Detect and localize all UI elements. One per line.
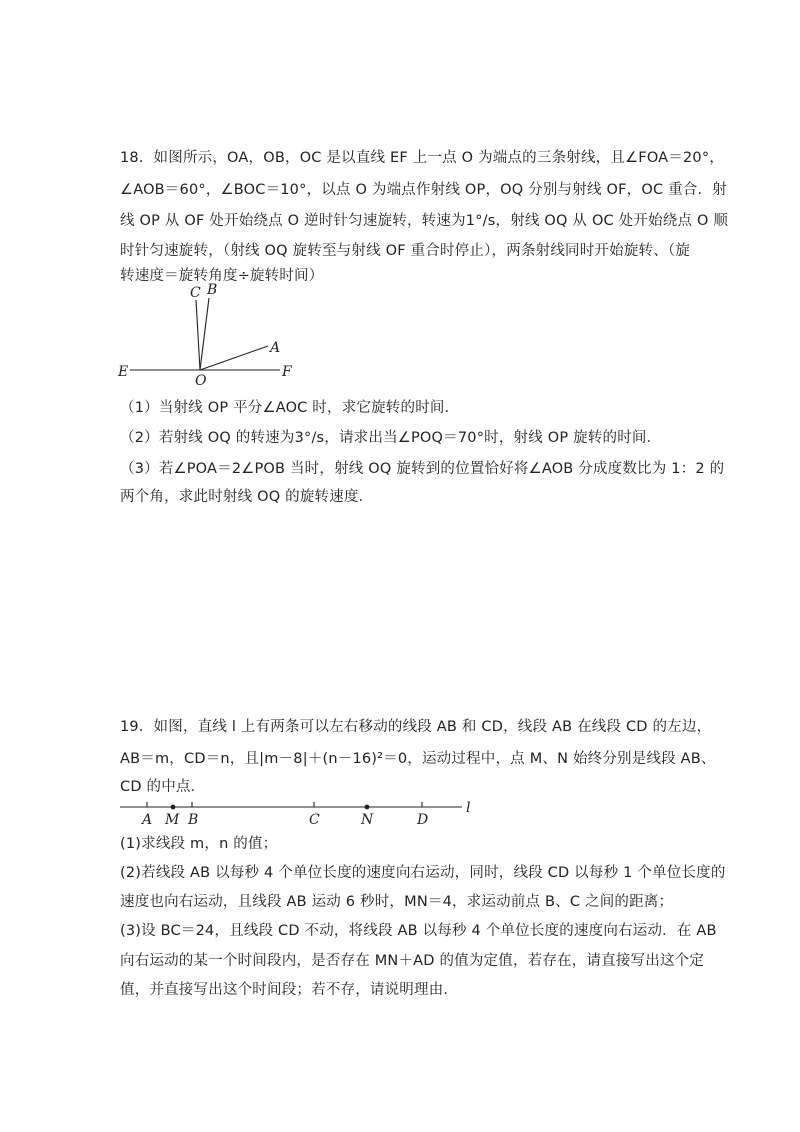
q19-part-3: 速度也向右运动，且线段 AB 运动 6 秒时，MN＝4，求运动前点 B、C 之间的距离；	[120, 894, 674, 910]
ray-ob	[200, 298, 209, 370]
q19-part-1: (1)求线段 m，n 的值；	[120, 836, 278, 852]
label-b: B	[207, 282, 218, 298]
q18-line-1: 18．如图所示，OA，OB，OC 是以直线 EF 上一点 O 为端点的三条射线，且∠FOA＝20°，	[120, 150, 725, 166]
q19-part-5: 向右运动的某一个时间段内，是否存在 MN＋AD 的值为定值，若存在，请直接写出这个定	[120, 953, 705, 969]
q18-part-3: （3）若∠POA＝2∠POB 当时，射线 OQ 旋转到的位置恰好将∠AOB 分成度数比为 1：2 的	[120, 461, 725, 477]
label-l: l	[466, 800, 471, 816]
label-m: M	[165, 812, 180, 828]
ray-oc	[196, 300, 200, 370]
q19-line-figure	[110, 795, 490, 831]
label-e: E	[118, 364, 129, 380]
q18-line-3: 线 OP 从 OF 处开始绕点 O 逆时针匀速旋转，转速为1°/s，射线 OQ 从 OC 处开始绕点 O 顺	[120, 213, 729, 229]
q19-part-4: (3)设 BC＝24，且线段 CD 不动，将线段 AB 以每秒 4 个单位长度的速度向右运动．在 AB	[120, 923, 717, 939]
label-n: N	[361, 812, 374, 828]
q18-angle-figure	[110, 280, 310, 390]
q18-line-5: 转速度＝旋转角度÷旋转时间）	[120, 268, 324, 284]
label-o: O	[195, 373, 207, 389]
label-a: A	[270, 340, 281, 356]
q18-part-1: （1）当射线 OP 平分∠AOC 时，求它旋转的时间．	[120, 400, 460, 416]
q19-part-6: 值，并直接写出这个时间段；若不存，请说明理由．	[120, 982, 459, 998]
q18-part-2: （2）若射线 OQ 的转速为3°/s，请求出当∠POQ＝70°时，射线 OP 旋转的时间．	[120, 430, 662, 446]
label-c: C	[309, 812, 320, 828]
label-a: A	[142, 812, 153, 828]
label-c: C	[190, 285, 201, 301]
q19-part-2: (2)若线段 AB 以每秒 4 个单位长度的速度向右运动，同时，线段 CD 以每秒 1 个单位长度的	[120, 865, 726, 881]
q19-line-1: 19．如图，直线 l 上有两条可以左右移动的线段 AB 和 CD，线段 AB 在线段 CD 的左边，	[120, 719, 712, 735]
q19-line-3: CD 的中点．	[120, 779, 206, 795]
label-d: D	[417, 812, 429, 828]
point-m	[171, 805, 176, 810]
q18-line-2: ∠AOB＝60°，∠BOC＝10°，以点 O 为端点作射线 OP，OQ 分别与射线 OF，OC 重合．射	[120, 182, 727, 198]
label-f: F	[282, 364, 292, 380]
q19-line-2: AB＝m，CD＝n，且|m－8|＋(n－16)²＝0，运动过程中，点 M、N 始终分别是线段 AB、	[120, 751, 716, 767]
label-b: B	[188, 812, 199, 828]
point-n	[365, 805, 370, 810]
ray-oa	[200, 346, 268, 370]
q18-line-4: 时针匀速旋转，（射线 OQ 旋转至与射线 OF 重合时停止），两条射线同时开始旋转、（旋	[120, 243, 691, 259]
q18-part-4: 两个角，求此时射线 OQ 的旋转速度．	[120, 489, 374, 505]
